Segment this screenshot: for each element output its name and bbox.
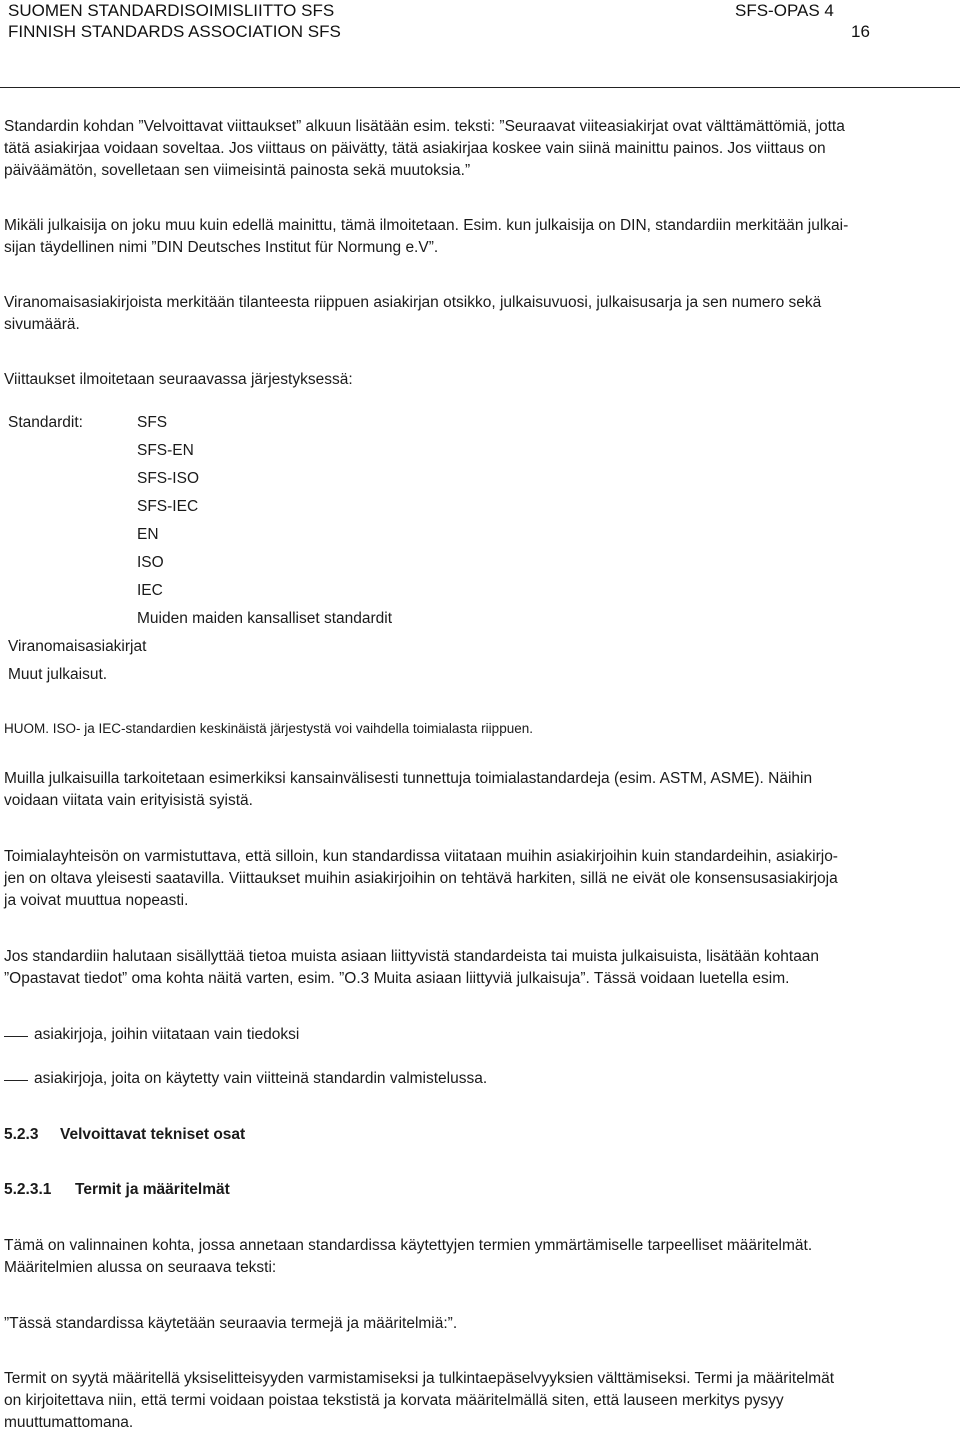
label-other-publications: Muut julkaisut. bbox=[8, 666, 108, 683]
header-org-en: FINNISH STANDARDS ASSOCIATION SFS bbox=[8, 22, 341, 41]
header-rule bbox=[0, 87, 960, 88]
paragraph-availability bbox=[4, 846, 954, 912]
text-line: ”Opastavat tiedot” oma kohta näitä varten, esim. ”O.3 Muita asiaan liittyviä julkaisuja”. Tässä voidaan luetella esim. bbox=[4, 970, 790, 987]
dash-item: asiakirjoja, joihin viitataan vain tiedoksi bbox=[34, 1026, 300, 1043]
dash-item: asiakirjoja, joita on käytetty vain viitteinä standardin valmistelussa. bbox=[34, 1070, 488, 1087]
label-standards: Standardit: bbox=[8, 414, 83, 431]
text-line: Viittaukset ilmoitetaan seuraavassa järjestyksessä: bbox=[4, 371, 353, 388]
text-line: on kirjoitettava niin, että termi voidaan poistaa tekstistä ja korvata määritelmällä siten, että lauseen merkitys pysyy bbox=[4, 1392, 784, 1409]
header-org-fi: SUOMEN STANDARDISOIMISLIITTO SFS bbox=[8, 1, 335, 20]
text-line: tätä asiakirjaa voidaan soveltaa. Jos viittaus on päivätty, tätä asiakirjaa koskee vain siinä mainittu painos. Jos viittaus on bbox=[4, 140, 826, 157]
note bbox=[4, 718, 954, 740]
paragraph-authority-docs bbox=[4, 292, 954, 336]
text-line: sivumäärä. bbox=[4, 316, 80, 333]
text-line: Toimialayhteisön on varmistuttava, että silloin, kun standardissa viitataan muihin asiakirjoihin kuin standardeihin, asiakirjo- bbox=[4, 848, 838, 865]
text-line: Standardin kohdan ”Velvoittavat viittaukset” alkuun lisätään esim. teksti: ”Seuraavat viiteasiakirjat ovat välttämättömiä, jotta bbox=[4, 118, 845, 135]
text-line: ja voivat muuttua nopeasti. bbox=[4, 892, 189, 909]
paragraph-order-intro bbox=[4, 369, 954, 391]
standard-item: SFS bbox=[137, 414, 168, 431]
paragraph-informative bbox=[4, 946, 954, 990]
paragraph-terms-quote bbox=[4, 1313, 954, 1335]
header-page-number: 16 bbox=[851, 22, 870, 41]
paragraph-normative-refs bbox=[4, 116, 954, 182]
paragraph-terms-intro bbox=[4, 1235, 954, 1279]
text-line: Tämä on valinnainen kohta, jossa annetaan standardissa käytettyjen termien ymmärtämiselle tarpeelliset määritelmät. bbox=[4, 1237, 813, 1254]
standard-item: SFS-ISO bbox=[137, 470, 200, 487]
text-line: voidaan viitata vain erityisistä syistä. bbox=[4, 792, 253, 809]
text-line: Jos standardiin halutaan sisällyttää tietoa muista asiaan liittyvistä standardeista tai muista julkaisuista, lisätään kohtaan bbox=[4, 948, 820, 965]
heading-number: 5.2.3 bbox=[4, 1126, 39, 1143]
text-line: Viranomaisasiakirjoista merkitään tilanteesta riippuen asiakirjan otsikko, julkaisuvuosi, julkaisusarja ja sen numero sekä bbox=[4, 294, 822, 311]
label-authority-docs: Viranomaisasiakirjat bbox=[8, 638, 147, 655]
dash-marker bbox=[4, 1080, 28, 1081]
standard-item: Muiden maiden kansalliset standardit bbox=[137, 610, 393, 627]
standard-item: EN bbox=[137, 526, 159, 543]
standard-item: SFS-EN bbox=[137, 442, 194, 459]
text-line: muuttumattomana. bbox=[4, 1414, 134, 1431]
standard-item: SFS-IEC bbox=[137, 498, 199, 515]
standard-item: ISO bbox=[137, 554, 164, 571]
text-line: Määritelmien alussa on seuraava teksti: bbox=[4, 1259, 277, 1276]
paragraph-other-publications bbox=[4, 768, 954, 812]
text-line: jen on oltava yleisesti saatavilla. Viittaukset muihin asiakirjoihin on tehtävä harkiten, sillä ne eivät ole konsensusasiakirjoja bbox=[4, 870, 838, 887]
text-line: Muilla julkaisuilla tarkoitetaan esimerkiksi kansainvälisesti tunnettuja toimialastandardeja (esim. ASTM, ASME). Näihin bbox=[4, 770, 813, 787]
text-line: ”Tässä standardissa käytetään seuraavia termejä ja määritelmiä:”. bbox=[4, 1315, 458, 1332]
standard-item: IEC bbox=[137, 582, 163, 599]
text-line: sijan täydellinen nimi ”DIN Deutsches Institut für Normung e.V”. bbox=[4, 239, 439, 256]
paragraph-publisher bbox=[4, 215, 954, 259]
heading-number: 5.2.3.1 bbox=[4, 1181, 52, 1198]
text-line: HUOM. ISO- ja IEC-standardien keskinäistä järjestystä voi vaihdella toimialasta riippuen. bbox=[4, 721, 533, 736]
text-line: Termit on syytä määritellä yksiselitteisyyden varmistamiseksi ja tulkintaepäselvyyksien välttämiseksi. Termi ja määritelmät bbox=[4, 1370, 835, 1387]
header-guide-id: SFS-OPAS 4 bbox=[735, 1, 834, 20]
heading-title: Velvoittavat tekniset osat bbox=[60, 1126, 246, 1143]
text-line: päiväämätön, sovelletaan sen viimeisintä painosta sekä muutoksia.” bbox=[4, 162, 471, 179]
text-line: Mikäli julkaisija on joku muu kuin edellä mainittu, tämä ilmoitetaan. Esim. kun julkaisija on DIN, standardiin merkitään julkai- bbox=[4, 217, 849, 234]
heading-title: Termit ja määritelmät bbox=[75, 1181, 230, 1198]
dash-marker bbox=[4, 1036, 28, 1037]
paragraph-terms-definition bbox=[4, 1368, 954, 1434]
